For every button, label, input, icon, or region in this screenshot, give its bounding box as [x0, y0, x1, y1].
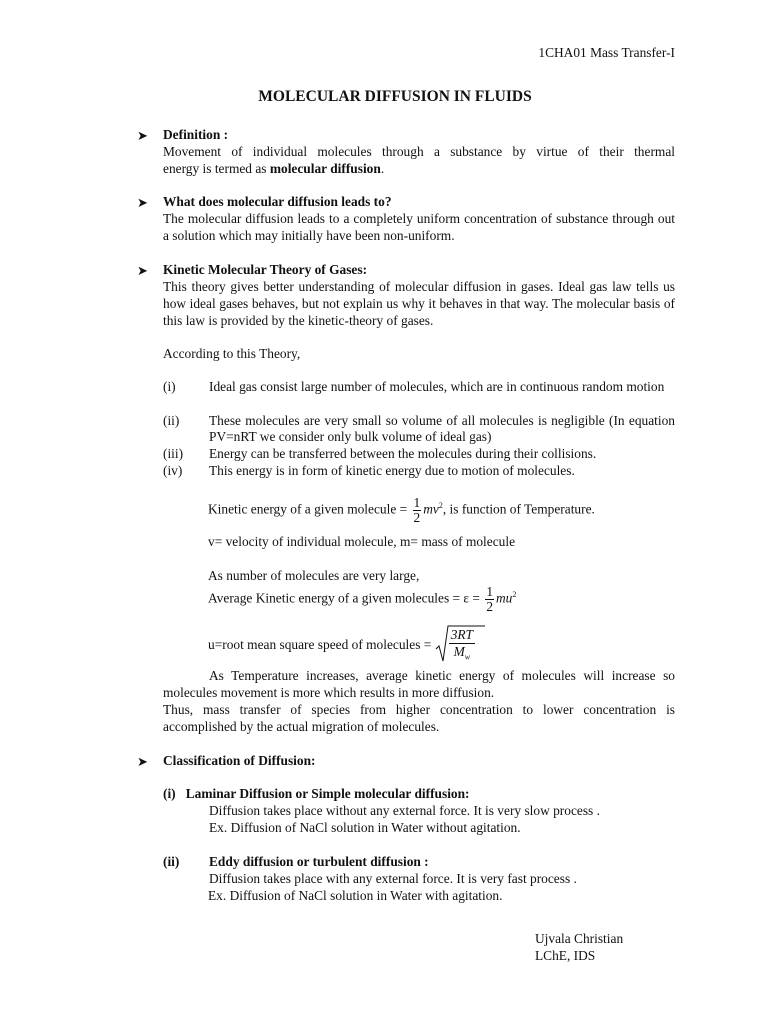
list-item: (iii) Energy can be transferred between the molecules during their collisions.	[163, 446, 597, 462]
large-molecules-text: As number of molecules are very large,	[208, 568, 420, 583]
list-item: (iv) This energy is in form of kinetic energy due to motion of molecules.	[163, 462, 575, 478]
laminar-diffusion-item: (i) Laminar Diffusion or Simple molecular diffusion: Diffusion takes place without any external force. It is very slow process . Ex. Diffusion of NaCl solution in Water without agitation.	[163, 786, 600, 835]
classification-heading: Classification of Diffusion:	[163, 753, 316, 768]
arrow-bullet-icon: ➤	[137, 263, 148, 278]
square-root-symbol: $\frac{3RT}{M_w}$	[435, 625, 475, 666]
author-signature	[535, 931, 623, 965]
theory-list	[163, 379, 675, 480]
temperature-paragraph: As Temperature increases, average kinetic energy of molecules will increase so molecules movement is more which results in more diffusion.	[163, 668, 675, 700]
page-header: 1CHA01 Mass Transfer-I	[538, 45, 675, 60]
average-kinetic-energy-equation: Average Kinetic energy of a given molecules = ε = $\frac{1}{2}$ $mu^2$	[208, 584, 517, 614]
diffusion-result-heading: What does molecular diffusion leads to?	[163, 194, 392, 209]
rms-speed-equation: u=root mean square speed of molecules = $\frac{3RT}{M_w}$	[208, 625, 475, 666]
definition-heading: Definition :	[163, 127, 229, 142]
arrow-bullet-icon: ➤	[137, 195, 148, 210]
arrow-bullet-icon: ➤	[137, 128, 148, 143]
author-affiliation: LChE, IDS	[535, 947, 596, 963]
diffusion-result-text: The molecular diffusion leads to a completely uniform concentration of substance through out a solution which may initially have been non-uniform.	[163, 211, 675, 243]
definition-text: Movement of individual molecules through a substance by virtue of their thermal energy is termed as molecular diffusion.	[163, 144, 675, 176]
author-name: Ujvala Christian	[535, 931, 624, 946]
page-title: MOLECULAR DIFFUSION IN FLUIDS	[258, 88, 532, 105]
list-item: (i) Ideal gas consist large number of molecules, which are in continuous random motion	[163, 379, 665, 394]
kinetic-theory-text: This theory gives better understanding of molecular diffusion in gases. Ideal gas law tells us how ideal gases behaves, but not explain us why it behaves in that way. The molecular basis of this law is provided by the kinetic-theory of gases.	[163, 279, 675, 328]
list-item: (ii) These molecules are very small so volume of all molecules is negligible (In equation PV=nRT we consider only bulk volume of ideal gas)	[163, 412, 675, 445]
eddy-diffusion-item: (ii) Eddy diffusion or turbulent diffusion : Diffusion takes place with any external force. It is very fast process . Ex. Diffusion of NaCl solution in Water with agitation.	[163, 854, 577, 903]
kinetic-energy-equation: Kinetic energy of a given molecule = $\frac{1}{2}$ $mv^2$, is function of Temperature.	[208, 495, 595, 525]
kinetic-theory-heading: Kinetic Molecular Theory of Gases:	[163, 262, 368, 277]
mass-transfer-paragraph: Thus, mass transfer of species from higher concentration to lower concentration is accomplished by the actual migration of molecules.	[163, 702, 675, 734]
arrow-bullet-icon: ➤	[137, 754, 148, 769]
velocity-definition: v= velocity of individual molecule, m= mass of molecule	[208, 534, 516, 549]
according-text: According to this Theory,	[163, 346, 301, 361]
